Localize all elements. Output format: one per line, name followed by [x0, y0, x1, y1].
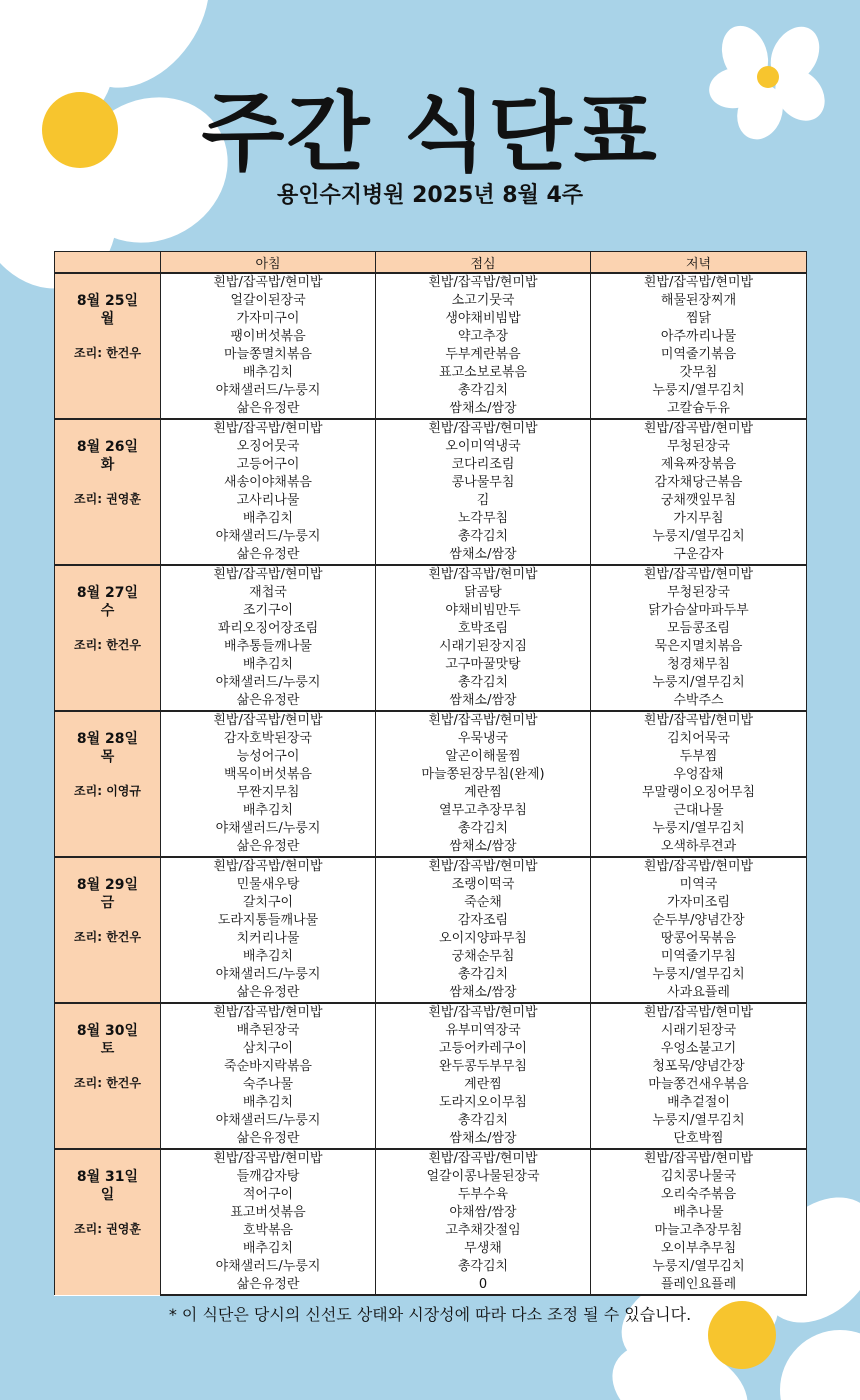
- breakfast-item: 야채샐러드/누룽지: [161, 1112, 376, 1130]
- table-row: [55, 876, 807, 894]
- lunch-item: 총각김치: [376, 966, 591, 984]
- breakfast-item: 흰밥/잡곡밥/현미밥: [161, 1149, 376, 1168]
- day-date: 8월 31일: [76, 1169, 139, 1185]
- lunch-item: 야채비빔만두: [376, 602, 591, 620]
- table-row: [55, 1022, 807, 1040]
- lunch-item: 0: [376, 1276, 591, 1295]
- column-header-lunch: 점심: [376, 252, 591, 274]
- dinner-item: 흰밥/잡곡밥/현미밥: [591, 419, 807, 438]
- breakfast-item: 죽순바지락볶음: [161, 1058, 376, 1076]
- day-weekday: 수: [100, 603, 115, 619]
- breakfast-item: 삶은유정란: [161, 1130, 376, 1149]
- lunch-item: 쌈채소/쌈장: [376, 1130, 591, 1149]
- table-row: [55, 948, 807, 966]
- breakfast-item: 삶은유정란: [161, 1276, 376, 1295]
- breakfast-item: 오징어뭇국: [161, 438, 376, 456]
- breakfast-item: 삶은유정란: [161, 984, 376, 1003]
- day-cook: 조리: 권영훈: [74, 1222, 141, 1236]
- lunch-item: 흰밥/잡곡밥/현미밥: [376, 857, 591, 876]
- lunch-item: 조랭이떡국: [376, 876, 591, 894]
- breakfast-item: 가자미구이: [161, 310, 376, 328]
- lunch-item: 쌈채소/쌈장: [376, 838, 591, 857]
- dinner-item: 수박주스: [591, 692, 807, 711]
- table-row: [55, 656, 807, 674]
- dinner-item: 미역국: [591, 876, 807, 894]
- breakfast-item: 숙주나물: [161, 1076, 376, 1094]
- dinner-item: 누룽지/열무김치: [591, 820, 807, 838]
- day-date: 8월 27일: [76, 585, 139, 601]
- lunch-item: 유부미역장국: [376, 1022, 591, 1040]
- breakfast-item: 배추김치: [161, 948, 376, 966]
- table-row: [55, 273, 807, 292]
- lunch-item: 총각김치: [376, 1258, 591, 1276]
- dinner-item: 흰밥/잡곡밥/현미밥: [591, 273, 807, 292]
- dinner-item: 흰밥/잡곡밥/현미밥: [591, 565, 807, 584]
- table-row: [55, 802, 807, 820]
- breakfast-item: 적어구이: [161, 1186, 376, 1204]
- lunch-item: 김: [376, 492, 591, 510]
- breakfast-item: 삶은유정란: [161, 400, 376, 419]
- table-row: [55, 1149, 807, 1168]
- table-row: [55, 456, 807, 474]
- lunch-item: 계란찜: [376, 784, 591, 802]
- table-row: [55, 1276, 807, 1295]
- dinner-item: 흰밥/잡곡밥/현미밥: [591, 857, 807, 876]
- breakfast-item: 호박볶음: [161, 1222, 376, 1240]
- dinner-item: 배추겉절이: [591, 1094, 807, 1112]
- lunch-item: 호박조림: [376, 620, 591, 638]
- breakfast-item: 야채샐러드/누룽지: [161, 382, 376, 400]
- dinner-item: 미역줄기볶음: [591, 346, 807, 364]
- dinner-item: 플레인요플레: [591, 1276, 807, 1295]
- lunch-item: 계란찜: [376, 1076, 591, 1094]
- day-cook: 조리: 이영규: [74, 784, 141, 798]
- breakfast-item: 꽈리오징어장조림: [161, 620, 376, 638]
- lunch-item: 닭곰탕: [376, 584, 591, 602]
- table-row: [55, 1112, 807, 1130]
- dinner-item: 갓무침: [591, 364, 807, 382]
- table-row: [55, 857, 807, 876]
- lunch-item: 쌈채소/쌈장: [376, 984, 591, 1003]
- breakfast-item: 흰밥/잡곡밥/현미밥: [161, 273, 376, 292]
- breakfast-item: 배추김치: [161, 802, 376, 820]
- lunch-item: 노각무침: [376, 510, 591, 528]
- table-row: [55, 730, 807, 748]
- lunch-item: 총각김치: [376, 1112, 591, 1130]
- table-row: [55, 1003, 807, 1022]
- lunch-item: 두부수육: [376, 1186, 591, 1204]
- breakfast-item: 고사리나물: [161, 492, 376, 510]
- lunch-item: 콩나물무침: [376, 474, 591, 492]
- table-row: [55, 346, 807, 364]
- lunch-item: 소고기뭇국: [376, 292, 591, 310]
- weekly-menu-table: [54, 251, 807, 1296]
- lunch-item: 열무고추장무침: [376, 802, 591, 820]
- lunch-item: 궁채순무침: [376, 948, 591, 966]
- breakfast-item: 야채샐러드/누룽지: [161, 528, 376, 546]
- breakfast-item: 야채샐러드/누룽지: [161, 674, 376, 692]
- table-row: [55, 638, 807, 656]
- table-row: [55, 528, 807, 546]
- lunch-item: 흰밥/잡곡밥/현미밥: [376, 1003, 591, 1022]
- dinner-item: 가자미조림: [591, 894, 807, 912]
- day-cook: 조리: 권영훈: [74, 492, 141, 506]
- dinner-item: 오색하루견과: [591, 838, 807, 857]
- day-date: 8월 29일: [76, 877, 139, 893]
- breakfast-item: 무짠지무침: [161, 784, 376, 802]
- breakfast-item: 배추김치: [161, 510, 376, 528]
- page-subtitle: 용인수지병원 2025년 8월 4주: [276, 183, 584, 208]
- breakfast-item: 민물새우탕: [161, 876, 376, 894]
- breakfast-item: 배추김치: [161, 1094, 376, 1112]
- breakfast-item: 팽이버섯볶음: [161, 328, 376, 346]
- breakfast-item: 배추김치: [161, 1240, 376, 1258]
- table-row: [55, 364, 807, 382]
- table-row: [55, 711, 807, 730]
- table-row: [55, 838, 807, 857]
- day-cook: 조리: 한건우: [74, 1076, 141, 1090]
- table-row: [55, 565, 807, 584]
- table-row: [55, 620, 807, 638]
- dinner-item: 찜닭: [591, 310, 807, 328]
- table-row: [55, 510, 807, 528]
- table-row: [55, 1204, 807, 1222]
- dinner-item: 배추나물: [591, 1204, 807, 1222]
- dinner-item: 감자채당근볶음: [591, 474, 807, 492]
- dinner-item: 무청된장국: [591, 584, 807, 602]
- lunch-item: 우묵냉국: [376, 730, 591, 748]
- table-row: [55, 382, 807, 400]
- day-cook: 조리: 한건우: [74, 638, 141, 652]
- breakfast-item: 치커리나물: [161, 930, 376, 948]
- dinner-item: 근대나물: [591, 802, 807, 820]
- dinner-item: 청경채무침: [591, 656, 807, 674]
- lunch-item: 시래기된장지짐: [376, 638, 591, 656]
- lunch-item: 완두콩두부무침: [376, 1058, 591, 1076]
- lunch-item: 생야채비빔밥: [376, 310, 591, 328]
- lunch-item: 도라지오이무침: [376, 1094, 591, 1112]
- lunch-item: 고등어카레구이: [376, 1040, 591, 1058]
- lunch-item: 알곤이해물찜: [376, 748, 591, 766]
- lunch-item: 야채쌈/쌈장: [376, 1204, 591, 1222]
- table-row: [55, 419, 807, 438]
- dinner-item: 모듬콩조림: [591, 620, 807, 638]
- dinner-item: 흰밥/잡곡밥/현미밥: [591, 1149, 807, 1168]
- breakfast-item: 갈치구이: [161, 894, 376, 912]
- table-row: [55, 894, 807, 912]
- breakfast-item: 흰밥/잡곡밥/현미밥: [161, 711, 376, 730]
- lunch-item: 약고추장: [376, 328, 591, 346]
- breakfast-item: 흰밥/잡곡밥/현미밥: [161, 857, 376, 876]
- dinner-item: 궁채깻잎무침: [591, 492, 807, 510]
- lunch-item: 총각김치: [376, 528, 591, 546]
- breakfast-item: 야채샐러드/누룽지: [161, 966, 376, 984]
- table-row: [55, 328, 807, 346]
- dinner-item: 오리숙주볶음: [591, 1186, 807, 1204]
- dinner-item: 사과요플레: [591, 984, 807, 1003]
- lunch-item: 흰밥/잡곡밥/현미밥: [376, 273, 591, 292]
- table-row: [55, 1240, 807, 1258]
- lunch-item: 죽순채: [376, 894, 591, 912]
- lunch-item: 흰밥/잡곡밥/현미밥: [376, 1149, 591, 1168]
- lunch-item: 코다리조림: [376, 456, 591, 474]
- dinner-item: 누룽지/열무김치: [591, 528, 807, 546]
- header-row: [55, 252, 807, 274]
- breakfast-item: 고등어구이: [161, 456, 376, 474]
- lunch-item: 얼갈이콩나물된장국: [376, 1168, 591, 1186]
- breakfast-item: 흰밥/잡곡밥/현미밥: [161, 1003, 376, 1022]
- table-row: [55, 820, 807, 838]
- breakfast-item: 표고버섯볶음: [161, 1204, 376, 1222]
- day-cell: [55, 273, 161, 419]
- footnote: * 이 식단은 당시의 신선도 상태와 시장성에 따라 다소 조정 될 수 있습니다.: [168, 1305, 692, 1324]
- breakfast-item: 감자호박된장국: [161, 730, 376, 748]
- column-header-breakfast: 아침: [161, 252, 376, 274]
- table-row: [55, 474, 807, 492]
- day-cell: [55, 565, 161, 711]
- breakfast-item: 야채샐러드/누룽지: [161, 820, 376, 838]
- table-row: [55, 292, 807, 310]
- breakfast-item: 능성어구이: [161, 748, 376, 766]
- lunch-item: 감자조림: [376, 912, 591, 930]
- day-date: 8월 26일: [76, 439, 139, 455]
- breakfast-item: 흰밥/잡곡밥/현미밥: [161, 565, 376, 584]
- dinner-item: 마늘쫑건새우볶음: [591, 1076, 807, 1094]
- table-row: [55, 602, 807, 620]
- dinner-item: 누룽지/열무김치: [591, 1258, 807, 1276]
- table-row: [55, 1040, 807, 1058]
- table-row: [55, 1076, 807, 1094]
- lunch-item: 오이미역냉국: [376, 438, 591, 456]
- day-weekday: 월: [100, 311, 115, 327]
- table-row: [55, 310, 807, 328]
- table-row: [55, 1058, 807, 1076]
- dinner-item: 아주까리나물: [591, 328, 807, 346]
- table-row: [55, 912, 807, 930]
- lunch-item: 고추채갓절임: [376, 1222, 591, 1240]
- lunch-item: 무생채: [376, 1240, 591, 1258]
- breakfast-item: 삶은유정란: [161, 838, 376, 857]
- dinner-item: 제육짜장볶음: [591, 456, 807, 474]
- breakfast-item: 도라지통들깨나물: [161, 912, 376, 930]
- table-row: [55, 930, 807, 948]
- day-cook: 조리: 한건우: [74, 930, 141, 944]
- dinner-item: 미역줄기무침: [591, 948, 807, 966]
- table-row: [55, 674, 807, 692]
- table-row: [55, 492, 807, 510]
- dinner-item: 청포묵/양념간장: [591, 1058, 807, 1076]
- table-row: [55, 966, 807, 984]
- lunch-item: 두부계란볶음: [376, 346, 591, 364]
- table-row: [55, 1222, 807, 1240]
- day-cell: [55, 857, 161, 1003]
- lunch-item: 오이지양파무침: [376, 930, 591, 948]
- breakfast-item: 삼치구이: [161, 1040, 376, 1058]
- dinner-item: 흰밥/잡곡밥/현미밥: [591, 711, 807, 730]
- table-row: [55, 766, 807, 784]
- lunch-item: 쌈채소/쌈장: [376, 546, 591, 565]
- dinner-item: 누룽지/열무김치: [591, 1112, 807, 1130]
- table-row: [55, 1258, 807, 1276]
- breakfast-item: 새송이야채볶음: [161, 474, 376, 492]
- day-date: 8월 25일: [76, 293, 139, 309]
- day-weekday: 목: [100, 749, 115, 765]
- dinner-item: 묵은지멸치볶음: [591, 638, 807, 656]
- day-cell: [55, 1003, 161, 1149]
- breakfast-item: 삶은유정란: [161, 692, 376, 711]
- column-header-dinner: 저녁: [591, 252, 807, 274]
- dinner-item: 시래기된장국: [591, 1022, 807, 1040]
- dinner-item: 김치어묵국: [591, 730, 807, 748]
- day-date: 8월 28일: [76, 731, 139, 747]
- dinner-item: 김치콩나물국: [591, 1168, 807, 1186]
- breakfast-item: 배추김치: [161, 364, 376, 382]
- breakfast-item: 배추통들깨나물: [161, 638, 376, 656]
- day-weekday: 일: [100, 1187, 115, 1203]
- table-row: [55, 784, 807, 802]
- breakfast-item: 배추된장국: [161, 1022, 376, 1040]
- day-weekday: 토: [100, 1041, 115, 1057]
- table-row: [55, 400, 807, 419]
- dinner-item: 오이부추무침: [591, 1240, 807, 1258]
- dinner-item: 누룽지/열무김치: [591, 382, 807, 400]
- table-row: [55, 1130, 807, 1149]
- lunch-item: 총각김치: [376, 674, 591, 692]
- lunch-item: 흰밥/잡곡밥/현미밥: [376, 419, 591, 438]
- lunch-item: 쌈채소/쌈장: [376, 400, 591, 419]
- dinner-item: 닭가슴살마파두부: [591, 602, 807, 620]
- table-row: [55, 584, 807, 602]
- table-row: [55, 438, 807, 456]
- dinner-item: 가지무침: [591, 510, 807, 528]
- table-row: [55, 1186, 807, 1204]
- table-row: [55, 1168, 807, 1186]
- breakfast-item: 조기구이: [161, 602, 376, 620]
- day-weekday: 화: [100, 457, 115, 473]
- lunch-item: 흰밥/잡곡밥/현미밥: [376, 565, 591, 584]
- breakfast-item: 재첩국: [161, 584, 376, 602]
- lunch-item: 고구마꿀맛탕: [376, 656, 591, 674]
- dinner-item: 무청된장국: [591, 438, 807, 456]
- lunch-item: 마늘쫑된장무침(완제): [376, 766, 591, 784]
- table-row: [55, 692, 807, 711]
- dinner-item: 구운감자: [591, 546, 807, 565]
- breakfast-item: 배추김치: [161, 656, 376, 674]
- dinner-item: 단호박찜: [591, 1130, 807, 1149]
- dinner-item: 땅콩어묵볶음: [591, 930, 807, 948]
- lunch-item: 흰밥/잡곡밥/현미밥: [376, 711, 591, 730]
- dinner-item: 고칼슘두유: [591, 400, 807, 419]
- dinner-item: 흰밥/잡곡밥/현미밥: [591, 1003, 807, 1022]
- table-row: [55, 546, 807, 565]
- day-cell: [55, 1149, 161, 1295]
- breakfast-item: 백목이버섯볶음: [161, 766, 376, 784]
- table-row: [55, 984, 807, 1003]
- breakfast-item: 마늘쫑멸치볶음: [161, 346, 376, 364]
- day-date: 8월 30일: [76, 1023, 139, 1039]
- breakfast-item: 들깨감자탕: [161, 1168, 376, 1186]
- dinner-item: 무말랭이오징어무침: [591, 784, 807, 802]
- breakfast-item: 흰밥/잡곡밥/현미밥: [161, 419, 376, 438]
- breakfast-item: 삶은유정란: [161, 546, 376, 565]
- lunch-item: 총각김치: [376, 382, 591, 400]
- breakfast-item: 야채샐러드/누룽지: [161, 1258, 376, 1276]
- dinner-item: 순두부/양념간장: [591, 912, 807, 930]
- day-weekday: 금: [100, 895, 115, 911]
- breakfast-item: 얼갈이된장국: [161, 292, 376, 310]
- dinner-item: 우엉잡채: [591, 766, 807, 784]
- dinner-item: 누룽지/열무김치: [591, 674, 807, 692]
- header-corner: [55, 252, 161, 274]
- page-title: 주간 식단표: [201, 83, 659, 183]
- dinner-item: 우엉소불고기: [591, 1040, 807, 1058]
- day-cell: [55, 711, 161, 857]
- dinner-item: 두부찜: [591, 748, 807, 766]
- day-cook: 조리: 한건우: [74, 346, 141, 360]
- lunch-item: 표고소보로볶음: [376, 364, 591, 382]
- dinner-item: 누룽지/열무김치: [591, 966, 807, 984]
- table-row: [55, 1094, 807, 1112]
- table-row: [55, 748, 807, 766]
- dinner-item: 마늘고추장무침: [591, 1222, 807, 1240]
- lunch-item: 총각김치: [376, 820, 591, 838]
- day-cell: [55, 419, 161, 565]
- dinner-item: 해물된장찌개: [591, 292, 807, 310]
- lunch-item: 쌈채소/쌈장: [376, 692, 591, 711]
